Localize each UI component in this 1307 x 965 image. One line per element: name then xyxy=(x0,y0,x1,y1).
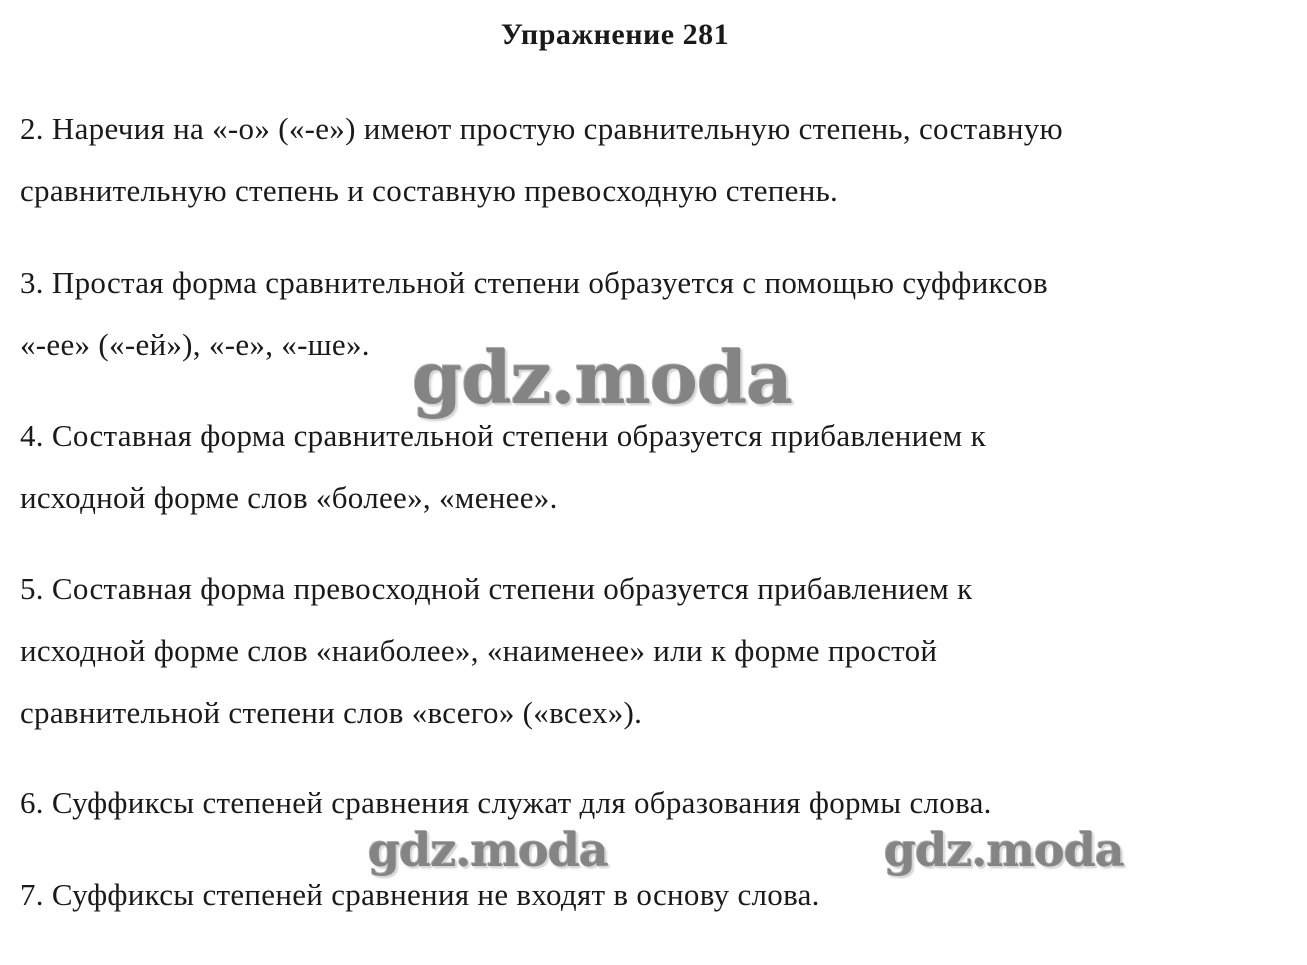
watermark: gdz.moda xyxy=(884,823,1124,877)
item-line: 3. Простая форма сравнительной степени образуется с помощью суффиксов xyxy=(20,265,1048,300)
item-line: сравнительной степени слов «всего» («всех»). xyxy=(20,695,643,730)
list-item xyxy=(20,864,1260,926)
item-line: сравнительную степень и составную превосходную степень. xyxy=(20,173,839,208)
list-item xyxy=(20,558,1260,744)
item-line: исходной форме слов «наиболее», «наименее» или к форме простой xyxy=(20,633,938,668)
item-line: 7. Суффиксы степеней сравнения не входят в основу слова. xyxy=(20,877,820,912)
watermark: gdz.moda xyxy=(412,335,792,420)
item-line: исходной форме слов «более», «менее». xyxy=(20,480,558,515)
page-title: Упражнение 281 xyxy=(500,18,730,51)
item-line: «-ее» («-ей»), «-е», «-ше». xyxy=(20,327,370,362)
list-item xyxy=(20,252,1260,376)
item-line: 4. Составная форма сравнительной степени образуется прибавлением к xyxy=(20,418,986,453)
watermark: gdz.moda xyxy=(368,823,608,877)
item-line: 2. Наречия на «-о» («-е») имеют простую сравнительную степень, составную xyxy=(20,111,1064,146)
list-item xyxy=(20,405,1260,529)
list-item xyxy=(20,772,1260,834)
item-line: 6. Суффиксы степеней сравнения служат для образования формы слова. xyxy=(20,785,992,820)
item-line: 5. Составная форма превосходной степени образуется прибавлением к xyxy=(20,571,973,606)
list-item xyxy=(20,98,1260,222)
